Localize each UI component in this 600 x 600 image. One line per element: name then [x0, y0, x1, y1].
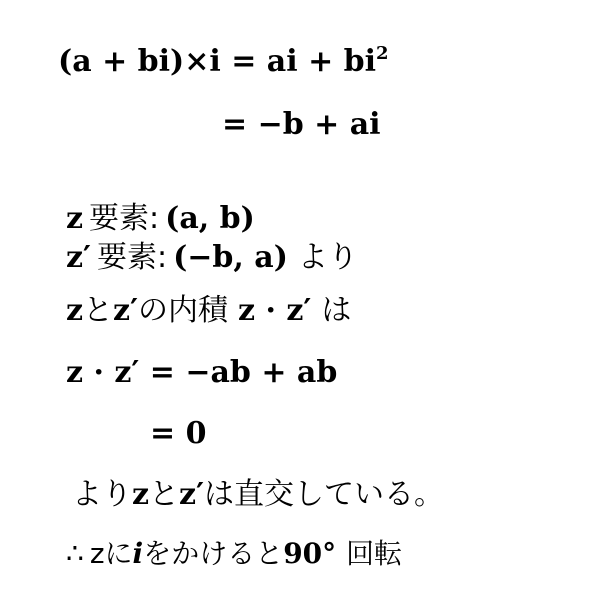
- z-elements-label: 要素:: [89, 201, 160, 236]
- inner-product-label: の内積: [138, 293, 228, 328]
- orthogonal-line: [72, 477, 444, 513]
- equation-4-text: = 0: [150, 416, 207, 451]
- conclusion-line: [66, 536, 402, 572]
- z-elements-line: [66, 201, 255, 237]
- z-prime-var: z′: [66, 240, 91, 275]
- z-prime-elements-value: (−b, a): [173, 240, 288, 275]
- inner-z-prime: z′: [113, 293, 138, 328]
- equation-line-1: [58, 44, 389, 80]
- equation-line-4: [150, 416, 206, 452]
- inner-z: z: [66, 293, 84, 328]
- z-prime-suffix: より: [297, 240, 358, 275]
- inner-dot-expr: z · z′: [238, 293, 312, 328]
- equation-2-text: = −b + ai: [222, 107, 381, 142]
- equation-3-text: z · z′ = −ab + ab: [66, 355, 338, 390]
- equation-line-3: [66, 355, 337, 391]
- orthogonal-post: は直交している。: [204, 477, 444, 512]
- inner-wa: は: [321, 293, 352, 328]
- z-elements-value: (a, b): [165, 201, 255, 236]
- therefore-symbol: ∴: [66, 537, 84, 570]
- exponent: 2: [376, 43, 389, 64]
- orthogonal-z: z: [132, 477, 150, 512]
- z-prime-elements-label: 要素:: [96, 240, 168, 275]
- conclusion-rest: をかけると: [143, 537, 284, 570]
- equation-line-2: [222, 107, 381, 143]
- orthogonal-to: と: [149, 477, 180, 512]
- conclusion-rotation: 回転: [346, 537, 403, 570]
- inner-to: と: [83, 293, 114, 328]
- inner-product-line: [66, 293, 351, 329]
- z-var: z: [66, 201, 84, 236]
- conclusion-i: i: [132, 537, 144, 570]
- equation-1-main: (a + bi)×i = ai + bi: [58, 44, 377, 79]
- orthogonal-z-prime: z′: [179, 477, 204, 512]
- conclusion-ni: に: [104, 537, 133, 570]
- conclusion-z: z: [89, 537, 105, 570]
- z-prime-elements-line: [66, 240, 358, 276]
- orthogonal-pre: より: [72, 477, 132, 512]
- conclusion-degree: 90°: [283, 537, 337, 570]
